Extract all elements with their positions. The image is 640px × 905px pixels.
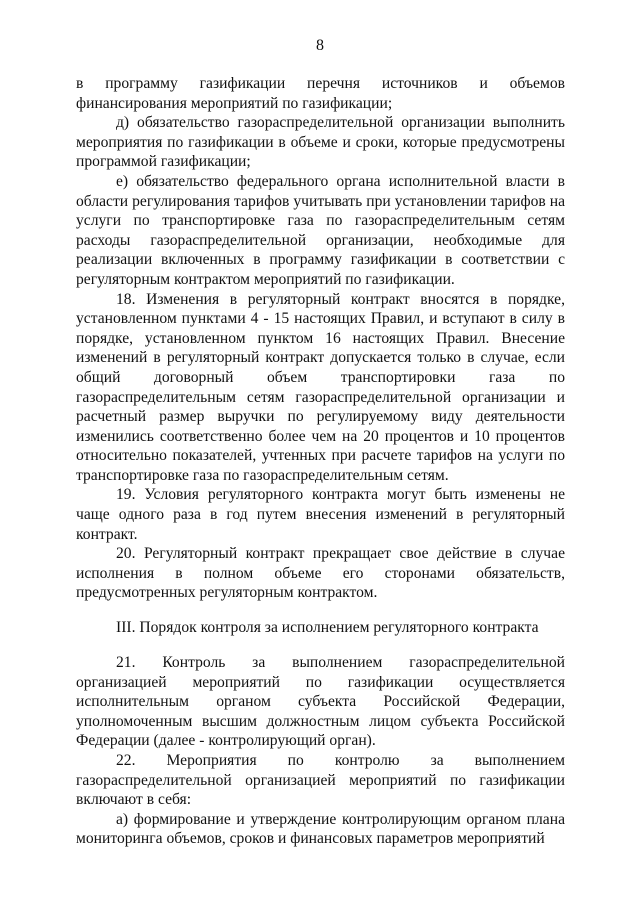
page-content: [76, 74, 565, 849]
section-heading: III. Порядок контроля за исполнением регуляторного контракта: [116, 619, 539, 637]
paragraph-clause-20: 20. Регуляторный контракт прекращает свое действие в случае исполнения в полном объеме его сторонами обязательств, предусмотренных регуляторным контрактом.: [76, 545, 565, 602]
paragraph-item-e: е) обязательство федерального органа исполнительной власти в области регулирования тарифов учитывать при установлении тарифов на услуги по транспортировке газа по газораспределительным сетям расходы газораспределительной организации, необходимые для реализации включенных в программу газификации в соответствии с регуляторным контрактом мероприятий по газификации.: [76, 172, 565, 288]
paragraph-continuation: в программу газификации перечня источников и объемов финансирования мероприятий по газификации;: [76, 75, 565, 112]
paragraph-clause-21: 21. Контроль за выполнением газораспределительной организацией мероприятий по газификации осуществляется исполнительным органом субъекта Российской Федерации, уполномоченным высшим должностным лицом субъекта Российской Федерации (далее - контролирующий орган).: [76, 654, 565, 750]
paragraph-item-d: д) обязательство газораспределительной организации выполнить мероприятия по газификации в объеме и сроки, которые предусмотрены программой газификации;: [76, 114, 565, 171]
paragraph-clause-22: 22. Мероприятия по контролю за выполнением газораспределительной организацией мероприятий по газификации включают в себя:: [76, 752, 565, 809]
paragraph-clause-19: 19. Условия регуляторного контракта могут быть изменены не чаще одного раза в год путем внесения изменений в регуляторный контракт.: [76, 486, 565, 543]
paragraph-item-a: а) формирование и утверждение контролирующим органом плана мониторинга объемов, сроков и финансовых параметров мероприятий: [76, 810, 565, 848]
paragraph-clause-18: 18. Изменения в регуляторный контракт вносятся в порядке, установленном пунктами 4 - 15 настоящих Правил, и вступают в силу в порядке, установленном пунктом 16 настоящих Правил. Внесение изменений в регуляторный контракт допускается только в случае, если общий договорный объем транспортировки газа по газораспределительным сетям газораспределительной организации и расчетный размер выручки по регулируемому виду деятельности изменились соответственно более чем на 20 процентов и 10 процентов относительно показателей, учтенных при расчете тарифов на услуги по транспортировке газа по газораспределительным сетям.: [76, 290, 565, 484]
page-number: 8: [316, 37, 324, 54]
